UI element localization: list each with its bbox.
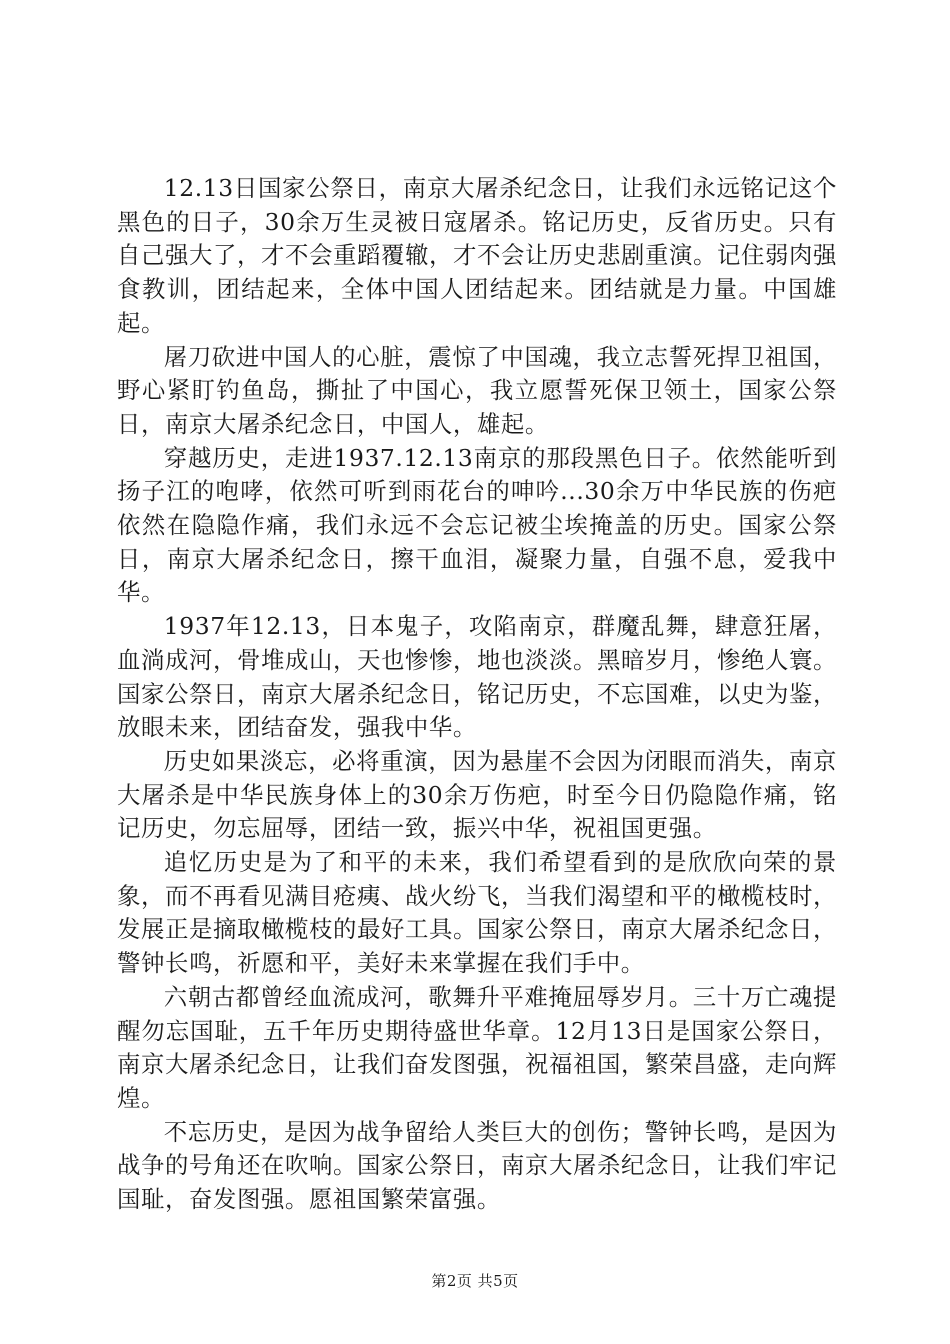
- paragraph: 历史如果淡忘，必将重演，因为悬崖不会因为闭眼而消失，南京大屠杀是中华民族身体上的30余万伤疤，时至今日仍隐隐作痛，铭记历史，勿忘屈辱，团结一致，振兴中华，祝祖国更强。: [117, 746, 837, 843]
- paragraph: 1937年12.13，日本鬼子，攻陷南京，群魔乱舞，肆意狂屠，血淌成河，骨堆成山，天也惨惨，地也淡淡。黑暗岁月，惨绝人寰。国家公祭日，南京大屠杀纪念日，铭记历史，不忘国难，以史为鉴，放眼未来，团结奋发，强我中华。: [117, 612, 837, 742]
- paragraph: 穿越历史，走进1937.12.13南京的那段黑色日子。依然能听到扬子江的咆哮，依然可听到雨花台的呻吟...30余万中华民族的伤疤依然在隐隐作痛，我们永远不会忘记被尘埃掩盖的历史。国家公祭日，南京大屠杀纪念日，擦干血泪，凝聚力量，自强不息，爱我中华。: [117, 443, 837, 607]
- paragraph: 屠刀砍进中国人的心脏，震惊了中国魂，我立志誓死捍卫祖国，野心紧盯钓鱼岛，撕扯了中国心，我立愿誓死保卫领土，国家公祭日，南京大屠杀纪念日，中国人，雄起。: [117, 342, 837, 438]
- page-number-footer: 第2页 共5页: [431, 1272, 519, 1290]
- paragraph: 不忘历史，是因为战争留给人类巨大的创伤；警钟长鸣，是因为战争的号角还在吹响。国家公祭日，南京大屠杀纪念日，让我们牢记国耻，奋发图强。愿祖国繁荣富强。: [117, 1117, 837, 1214]
- document-body: [117, 172, 837, 1217]
- paragraph: 追忆历史是为了和平的未来，我们希望看到的是欣欣向荣的景象，而不再看见满目疮痍、战火纷飞，当我们渴望和平的橄榄枝时，发展正是摘取橄榄枝的最好工具。国家公祭日，南京大屠杀纪念日，警钟长鸣，祈愿和平，美好未来掌握在我们手中。: [117, 848, 837, 978]
- paragraph: 六朝古都曾经血流成河，歌舞升平难掩屈辱岁月。三十万亡魂提醒勿忘国耻，五千年历史期待盛世华章。12月13日是国家公祭日，南京大屠杀纪念日，让我们奋发图强，祝福祖国，繁荣昌盛，走向辉煌。: [117, 982, 837, 1112]
- paragraph: 12.13日国家公祭日，南京大屠杀纪念日，让我们永远铭记这个黑色的日子，30余万生灵被日寇屠杀。铭记历史，反省历史。只有自己强大了，才不会重蹈覆辙，才不会让历史悲剧重演。记住弱肉强食教训，团结起来，全体中国人团结起来。团结就是力量。中国雄起。: [117, 174, 837, 337]
